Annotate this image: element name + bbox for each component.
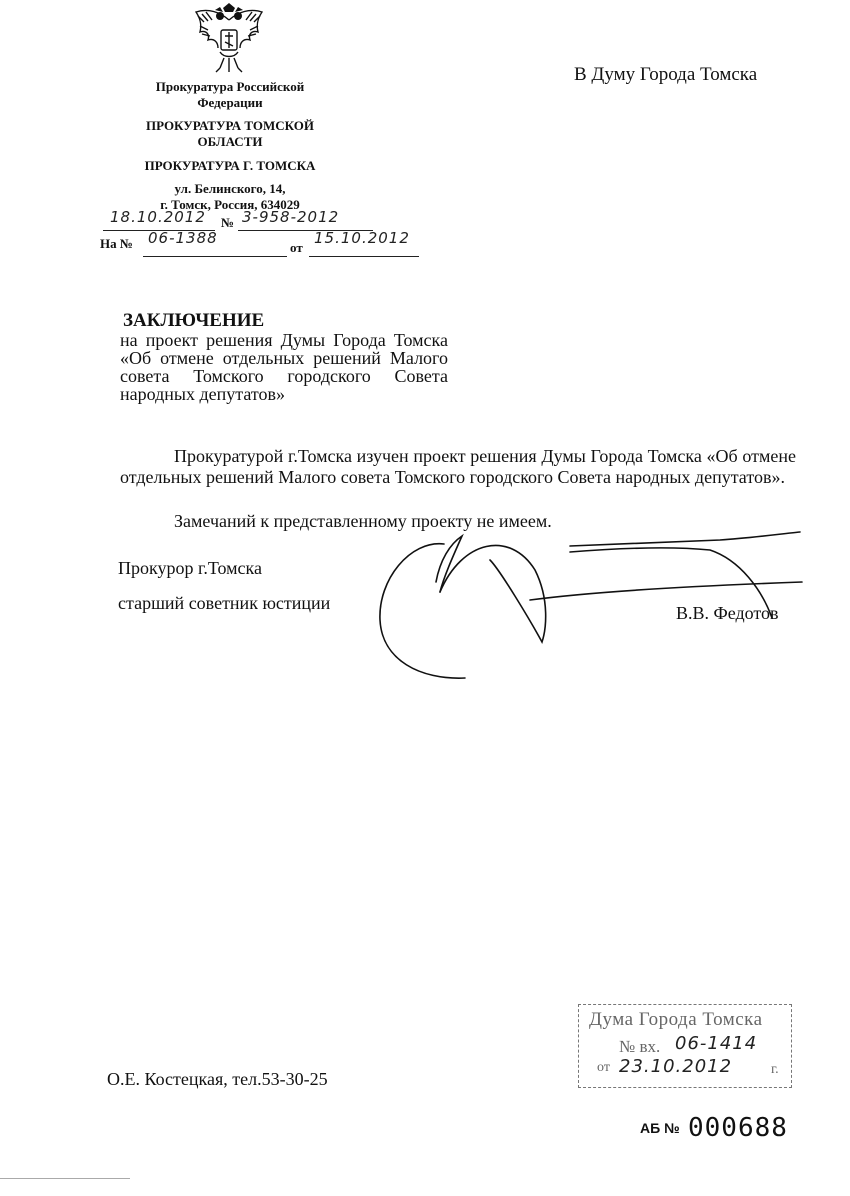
incoming-stamp bbox=[578, 1004, 792, 1088]
recipient: В Думу Города Томска bbox=[574, 64, 758, 85]
coat-of-arms-icon bbox=[190, 2, 268, 76]
address-line-city: г. Томск, Россия, 634029 bbox=[160, 197, 300, 212]
executor-contact: О.Е. Костецкая, тел.53-30-25 bbox=[107, 1069, 328, 1089]
outgoing-date: 18.10.2012 bbox=[110, 208, 206, 226]
org-name-federal: Прокуратура Российской Федерации bbox=[155, 79, 305, 110]
org-name-regional: ПРОКУРАТУРА ТОМСКОЙ ОБЛАСТИ bbox=[145, 118, 315, 149]
serial-label: АБ № bbox=[640, 1120, 680, 1136]
handwritten-signature bbox=[370, 520, 810, 690]
serial-number: 000688 bbox=[688, 1113, 788, 1143]
body-paragraph-2: Замечаний к представленному проекту не имеем. bbox=[174, 511, 552, 531]
stamp-title: Дума Города Томска bbox=[589, 1009, 763, 1030]
stamp-number-label: № вх. bbox=[619, 1037, 661, 1056]
stamp-date-label: от bbox=[597, 1060, 610, 1075]
outgoing-number: 3-958-2012 bbox=[242, 208, 340, 226]
address-line-street: ул. Белинского, 14, bbox=[174, 181, 286, 196]
reference-number: 06-1388 bbox=[148, 229, 218, 247]
signer-position: Прокурор г.Томска bbox=[118, 558, 262, 578]
reference-date-rule bbox=[309, 256, 419, 257]
page-edge-rule bbox=[0, 1178, 130, 1179]
reference-date: 15.10.2012 bbox=[314, 229, 410, 247]
stamp-year-suffix: г. bbox=[771, 1062, 779, 1077]
body-paragraph-1: Прокуратурой г.Томска изучен проект решения Думы Города Томска «Об отмене отдельных решений Малого совета Томского городского Совета народных депутатов». bbox=[120, 446, 796, 487]
outgoing-number-label: № bbox=[221, 215, 235, 230]
org-name-city: ПРОКУРАТУРА Г. ТОМСКА bbox=[144, 158, 316, 173]
stamp-date: 23.10.2012 bbox=[619, 1056, 733, 1077]
stamp-number: 06-1414 bbox=[675, 1033, 758, 1054]
document-title: ЗАКЛЮЧЕНИЕ bbox=[123, 310, 265, 331]
reference-number-rule bbox=[143, 256, 287, 257]
signer-rank: старший советник юстиции bbox=[118, 593, 331, 613]
document-subject: на проект решения Думы Города Томска «Об отмене отдельных решений Малого совета Томского городского Совета народных депутатов» bbox=[120, 330, 448, 404]
reference-date-label: от bbox=[290, 240, 303, 255]
signer-name: В.В. Федотов bbox=[676, 603, 779, 623]
reference-number-label: На № bbox=[100, 236, 133, 251]
